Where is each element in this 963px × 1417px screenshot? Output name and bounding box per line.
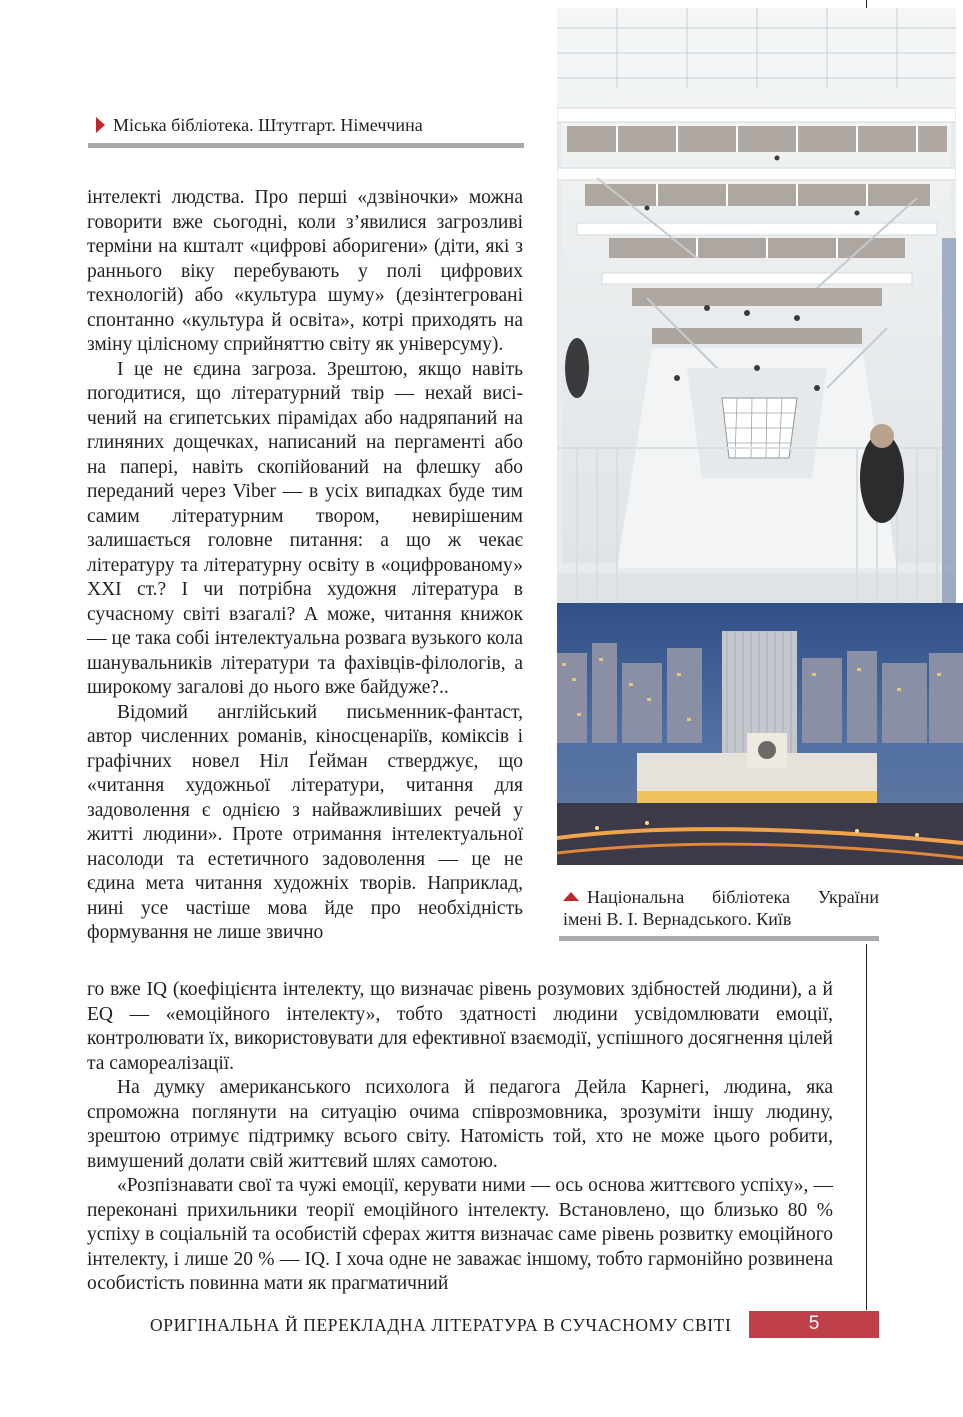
caption-kyiv-line2: імені В. І. Вернадського. Київ [563, 909, 792, 929]
paragraph-1: інтелекті людства. Про перші «дзвіночки» можна говорити вже сьогодні, коли з’явилися загрозливі терміни на кшталт «цифрові аборигени» (діти, які з раннього віку перебувають у полі цифрових технологій) або «культура шуму» (дезінтегровані спонтанно «культура й освіта», котрі приходять на зміну цілісному сприйняттю світу як універсуму). [87, 187, 523, 355]
trim-line-top [866, 0, 867, 8]
stuttgart-library-illustration [557, 8, 956, 603]
footer-title: ОРИГІНАЛЬНА Й ПЕРЕКЛАДНА ЛІТЕРАТУРА В СУЧАСНОМУ СВІТІ [150, 1315, 732, 1335]
photo-kyiv-library [557, 603, 963, 865]
kyiv-library-illustration [557, 603, 963, 865]
paragraph-5: «Розпізнавати свої та чужі емоції, керувати ними — ось основа життєвого успіху», — переконані прихильники теорії емоційного інтелекту. Встановлено, що близько 80 % успіху в соціальній та особистій сферах життя визначає саме рівень розвитку емоційного інтелекту, і лише 20 % — IQ. І хоча одне не заважає іншому, тобто гармонійно розвинена особистість повинна мати як прагматичний [87, 1175, 833, 1294]
caption-kyiv [563, 886, 879, 908]
caption-kyiv-line1: Національна бібліотека України [587, 887, 879, 907]
text-column-narrow [87, 186, 523, 946]
caption-rule-bottom [559, 936, 879, 941]
photo-stuttgart-library [557, 8, 956, 603]
paragraph-3-start: Відомий англійський письменник-фантаст, автор численних романів, кіносценаріїв, коміксів і графічних новел Ніл Ґейман стверджує, що «читання художньої літератури, читання для задоволення є однією з найважливіших речей у житті людини». Проте отримання інтелектуальної насолоди та естетичного задоволення — це не єдина мета читання художніх творів. Наприклад, нині усе частіше мова йде про необхідність формування не лише звично [87, 701, 523, 943]
paragraph-4: На думку американського психолога й педагога Дейла Карнегі, людина, яка спроможна поглянути на ситуацію очима співрозмовника, зрозуміти іншу людину, зрештою отримує підтримку всього світу. Натомість той, хто не може цього робити, вимушений долати свій життєвий шлях самотою. [87, 1077, 833, 1172]
text-column-wide [87, 978, 833, 1297]
paragraph-2: І це не єдина загроза. Зрештою, якщо навіть погодитися, що літературний твір — нехай висічений на єгипетських пірамідах або надряпаний на глиняних дощечках, написаний на пергаменті або на папері, навіть скопійований на флешку або переданий через Viber — в усіх випадках буде тим самим літературним твором, невирішеним залишається головне питання: а що ж чекає літературу та літературну освіту в «оцифрованому» XXI ст.? І чи потрібна художня література в сучасному світі взагалі? А може, читання книжок — це така собі інтелектуальна розвага вузького кола шанувальників літератури та фахівців-філологів, а широкому загалові до нього вже байдуже?.. [87, 358, 523, 698]
caption-kyiv-second-line [563, 908, 879, 930]
caption-marker-icon [563, 892, 579, 901]
caption-stuttgart [96, 114, 536, 136]
caption-stuttgart-text: Міська бібліотека. Штутгарт. Німеччина [113, 115, 423, 135]
caption-rule-top [88, 143, 524, 148]
paragraph-3-end: го вже IQ (коефіцієнта інтелекту, що визначає рівень розумових здібностей людини), а й EQ — «емоційного інтелекту», тобто здатності людини усвідомлювати емоції, контролювати їх, використовувати для ефективної взаємодії, успішного досягнення цілей та самореалізації. [87, 979, 833, 1074]
caption-marker-icon [96, 117, 105, 133]
page-number: 5 [749, 1311, 879, 1338]
trim-line-lower [866, 944, 867, 1310]
